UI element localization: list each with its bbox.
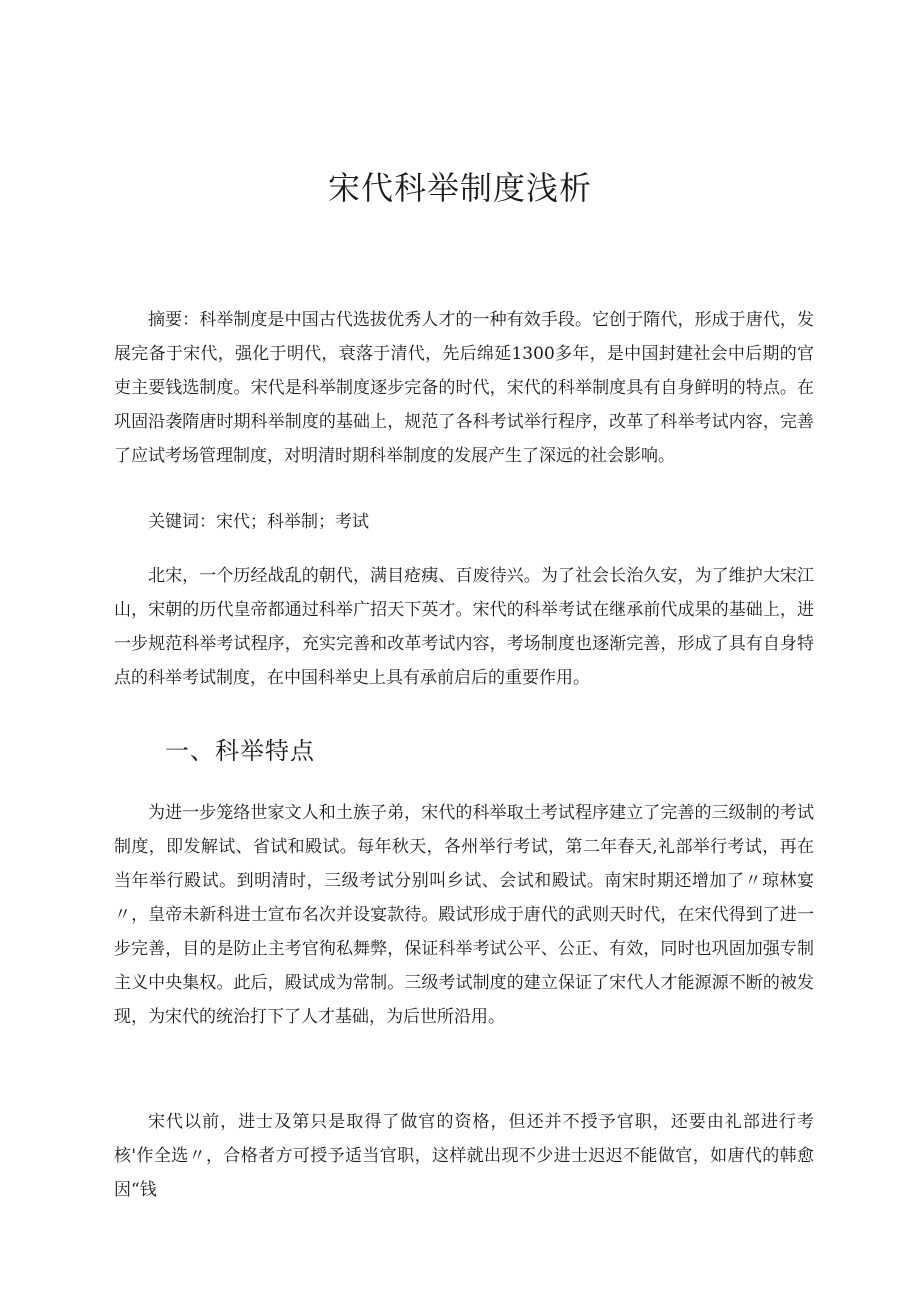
intro-paragraph: 北宋，一个历经战乱的朝代，满目疮痍、百废待兴。为了社会长治久安，为了维护大宋江山，宋朝的历代皇帝都通过科举广招天下英才。宋代的科举考试在继承前代成果的基础上，进一步规范科举考试程序，充实完善和改革考试内容，考场制度也逐渐完善，形成了具有自身特点的科举考试制度，在中国科举史上具有承前启后的重要作用。: [114, 566, 814, 688]
keywords-line: 关键词：宋代；科举制；考试: [148, 512, 369, 532]
section-heading: 一、科举特点: [165, 737, 315, 765]
abstract-paragraph: 摘要：科举制度是中国古代选拔优秀人才的一种有效手段。它创于隋代，形成于唐代，发展完备于宋代，强化于明代，衰落于清代，先后绵延1300多年，是中国封建社会中后期的官吏主要钱选制度。宋代是科举制度逐步完备的时代，宋代的科举制度具有自身鲜明的特点。在巩固沿袭隋唐时期科举制度的基础上，规范了各科考试举行程序，改革了科举考试内容，完善了应试考场管理制度，对明清时期科举制度的发展产生了深远的社会影响。: [114, 310, 814, 466]
section-paragraph: 为进一步笼络世家文人和土族子弟，宋代的科举取土考试程序建立了完善的三级制的考试制度，即发解试、省试和殿试。每年秋天，各州举行考试，第二年春天,礼部举行考试，再在当年举行殿试。到明清时，三级考试分别叫乡试、会试和殿试。南宋时期还增加了〃琼林宴〃，皇帝未新科进士宣布名次并设宴款待。殿试形成于唐代的武则天时代，在宋代得到了进一步完善，目的是防止主考官徇私舞弊，保证科举考试公平、公正、有效，同时也巩固加强专制主义中央集权。此后，殿试成为常制。三级考试制度的建立保证了宋代人才能源源不断的被发现，为宋代的统治打下了人才基础，为后世所沿用。: [114, 803, 814, 1027]
document-title: 宋代科举制度浅析: [327, 169, 592, 207]
section-paragraph: 宋代以前，进士及第只是取得了做官的资格，但还并不授予官职，还要由礼部进行考核'作全选〃，合格者方可授予适当官职，这样就出现不少进士迟迟不能做官，如唐代的韩愈因“钱: [114, 1112, 814, 1200]
